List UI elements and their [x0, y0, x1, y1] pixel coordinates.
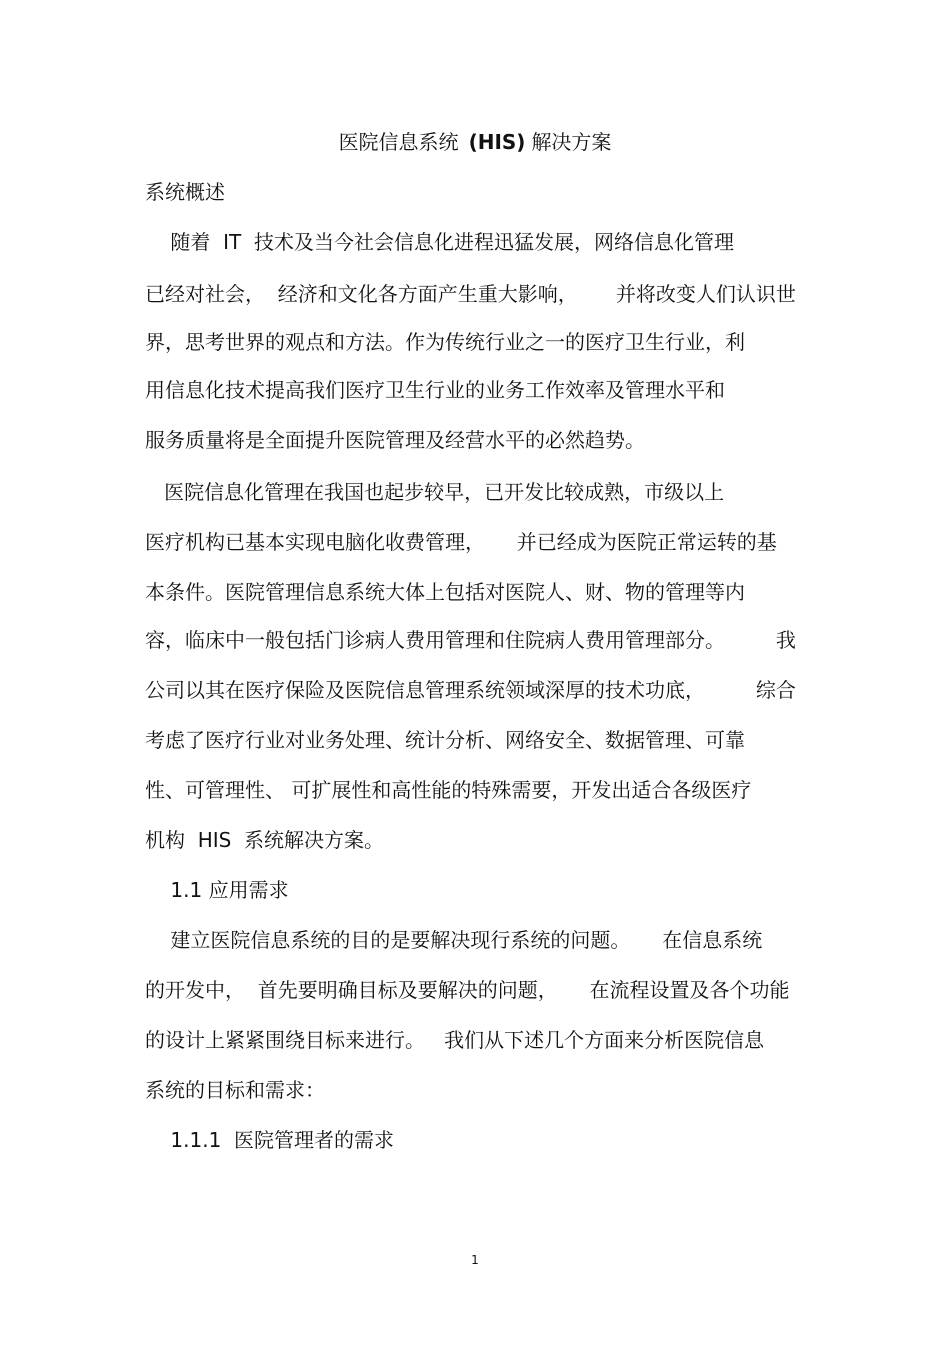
text-line: 的设计上紧紧围绕目标来进行。 我们从下述几个方面来分析医院信息 [145, 1028, 765, 1052]
section-heading-overview: 系统概述 [145, 180, 225, 204]
text-line: 考虑了医疗行业对业务处理、统计分析、网络安全、数据管理、可靠 [145, 728, 745, 752]
section-heading-1-1: 1.1 应用需求 [145, 878, 289, 902]
page-number: 1 [471, 1253, 479, 1267]
title-abbr: (HIS) [468, 130, 526, 154]
text-line: 容，临床中一般包括门诊病人费用管理和住院病人费用管理部分。 我 [145, 628, 796, 652]
document-title [0, 128, 950, 156]
title-prefix: 医院信息系统 [338, 130, 459, 154]
text-line: 随着 IT 技术及当今社会信息化进程迅猛发展，网络信息化管理 [145, 230, 734, 254]
title-suffix: 解决方案 [531, 130, 612, 154]
text-line: 系统的目标和需求： [145, 1078, 325, 1102]
text-line: 医疗机构已基本实现电脑化收费管理， 并已经成为医院正常运转的基 [145, 530, 777, 554]
text-line: 本条件。医院管理信息系统大体上包括对医院人、财、物的管理等内 [145, 580, 745, 604]
text-line: 用信息化技术提高我们医疗卫生行业的业务工作效率及管理水平和 [145, 378, 725, 402]
text-line: 界，思考世界的观点和方法。作为传统行业之一的医疗卫生行业，利 [145, 330, 745, 354]
text-line: 的开发中， 首先要明确目标及要解决的问题， 在流程设置及各个功能 [145, 978, 790, 1002]
text-line: 机构 HIS 系统解决方案。 [145, 828, 385, 852]
text-line: 性、可管理性、 可扩展性和高性能的特殊需要，开发出适合各级医疗 [145, 778, 752, 802]
text-line: 服务质量将是全面提升医院管理及经营水平的必然趋势。 [145, 428, 645, 452]
text-line: 建立医院信息系统的目的是要解决现行系统的问题。 在信息系统 [145, 928, 763, 952]
text-line: 公司以其在医疗保险及医院信息管理系统领域深厚的技术功底， 综合 [145, 678, 796, 702]
text-line: 医院信息化管理在我国也起步较早，已开发比较成熟，市级以上 [145, 480, 725, 504]
text-line: 已经对社会， 经济和文化各方面产生重大影响， 并将改变人们认识世 [145, 282, 796, 306]
section-heading-1-1-1: 1.1.1 医院管理者的需求 [145, 1128, 395, 1152]
